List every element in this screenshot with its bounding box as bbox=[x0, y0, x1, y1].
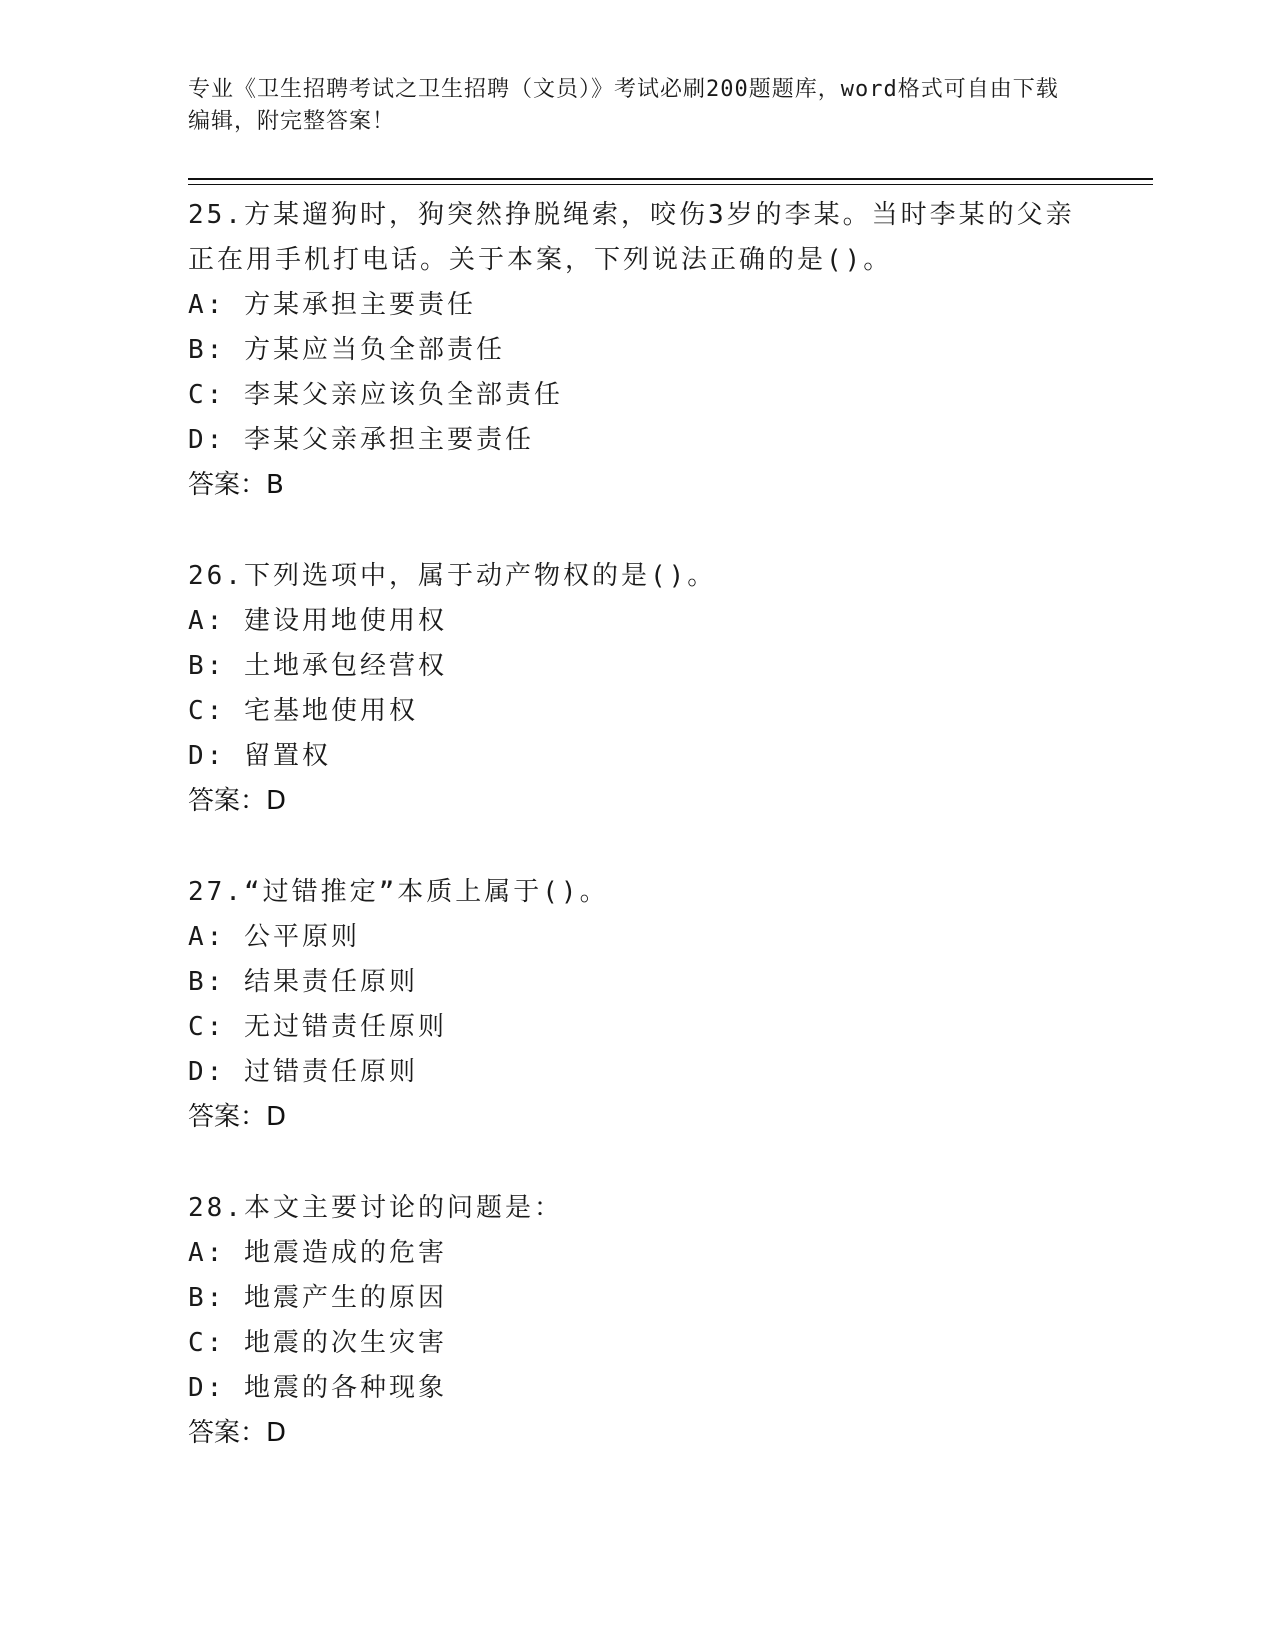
question-text: 25.方某遛狗时，狗突然挣脱绳索，咬伤3岁的李某。当时李某的父亲正在用手机打电话。关于本案，下列说法正确的是()。 bbox=[188, 200, 1075, 275]
option-c: C: 无过错责任原则 bbox=[188, 1012, 447, 1042]
question-list bbox=[188, 193, 1088, 1502]
question-28 bbox=[188, 1186, 1088, 1456]
option-a: A: 方某承担主要责任 bbox=[188, 290, 476, 320]
option-a: A: 公平原则 bbox=[188, 922, 360, 952]
option-c: C: 宅基地使用权 bbox=[188, 696, 418, 726]
document-header: 专业《卫生招聘考试之卫生招聘（文员）》考试必刷200题题库，word格式可自由下载编辑，附完整答案！ bbox=[188, 77, 1059, 134]
question-text: 26.下列选项中，属于动产物权的是()。 bbox=[188, 561, 717, 591]
question-27 bbox=[188, 870, 1088, 1140]
option-d: D: 李某父亲承担主要责任 bbox=[188, 425, 534, 455]
option-a: A: 地震造成的危害 bbox=[188, 1238, 447, 1268]
option-d: D: 过错责任原则 bbox=[188, 1057, 418, 1087]
question-26 bbox=[188, 554, 1088, 824]
answer-label: 答案：B bbox=[188, 470, 284, 500]
answer-label: 答案：D bbox=[188, 1418, 287, 1448]
option-a: A: 建设用地使用权 bbox=[188, 606, 447, 636]
option-b: B: 地震产生的原因 bbox=[188, 1283, 447, 1313]
header-divider-thin bbox=[188, 184, 1153, 185]
option-d: D: 留置权 bbox=[188, 741, 331, 771]
option-d: D: 地震的各种现象 bbox=[188, 1373, 447, 1403]
question-text: 27.“过错推定”本质上属于()。 bbox=[188, 877, 609, 907]
header-divider-thick bbox=[188, 178, 1153, 180]
option-c: C: 地震的次生灾害 bbox=[188, 1328, 447, 1358]
option-b: B: 方某应当负全部责任 bbox=[188, 335, 505, 365]
option-c: C: 李某父亲应该负全部责任 bbox=[188, 380, 563, 410]
question-25 bbox=[188, 193, 1088, 508]
answer-label: 答案：D bbox=[188, 1102, 287, 1132]
option-b: B: 结果责任原则 bbox=[188, 967, 418, 997]
option-b: B: 土地承包经营权 bbox=[188, 651, 447, 681]
answer-label: 答案：D bbox=[188, 786, 287, 816]
question-text: 28.本文主要讨论的问题是： bbox=[188, 1193, 563, 1223]
